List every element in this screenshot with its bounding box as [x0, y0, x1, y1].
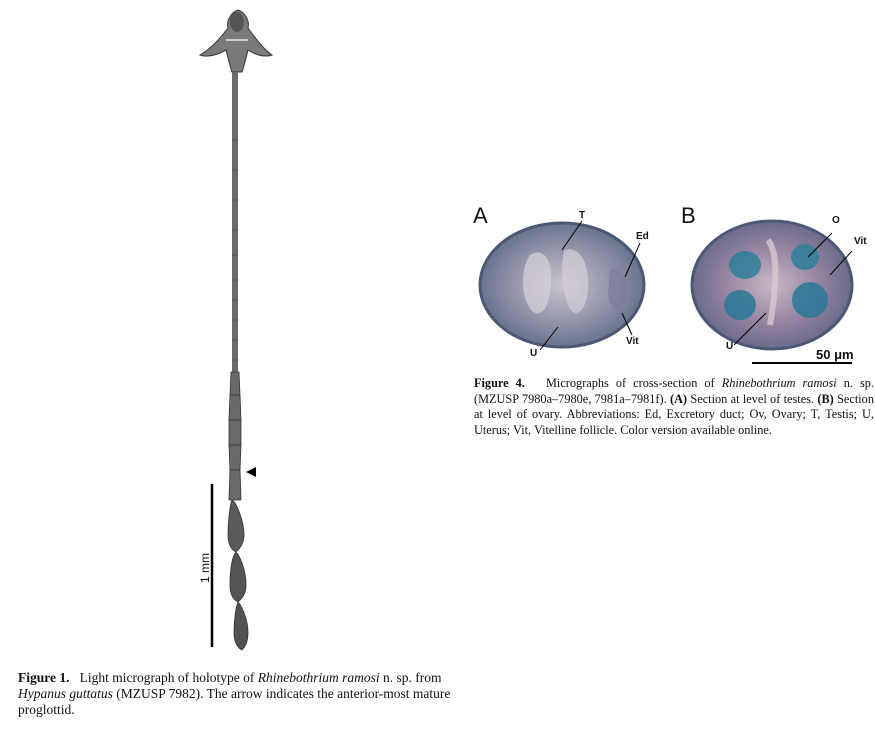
caption-text: Micrographs of cross-section of: [546, 376, 715, 390]
figure-1-caption: [18, 670, 468, 718]
section-a: [480, 223, 644, 347]
caption-tag-b: (B): [817, 391, 834, 406]
caption-text: Section at level of testes.: [690, 391, 815, 406]
arrow-marker: [246, 467, 256, 477]
label-ovary: O: [832, 215, 840, 226]
caption-text: (MZUSP 7982). The arrow indicates the anterior-most mature proglottid.: [18, 686, 451, 717]
label-vitelline-a: Vit: [626, 336, 639, 347]
caption-text: Section at level of ovary. Abbreviations: Ed, Excretory duct; Ov, Ovary; T, Testis; U, Uterus; Vit, Vitelline follicle. Color version available online.: [474, 391, 874, 437]
panel-label-b: B: [681, 203, 696, 228]
proglottids: [228, 372, 248, 650]
section-b: [692, 221, 852, 349]
caption-species: Rhinebothrium ramosi: [257, 670, 380, 685]
label-excretory-duct: Ed: [636, 231, 649, 242]
scale-label-50um: 50 μm: [816, 347, 854, 362]
neck: [232, 72, 238, 372]
figure-4-caption: [474, 376, 874, 438]
scolex: [200, 10, 272, 72]
caption-text: Light micrograph of holotype of: [79, 670, 255, 685]
caption-text: n. sp. from: [382, 670, 442, 685]
caption-species: Rhinebothrium ramosi: [721, 376, 837, 390]
caption-label: Figure 4.: [474, 376, 525, 390]
label-uterus-b: U: [726, 341, 734, 352]
label-vitelline-b: Vit: [854, 236, 867, 247]
caption-label: Figure 1.: [18, 670, 70, 685]
caption-host: Hypanus guttatus: [18, 686, 113, 701]
scale-label-1mm: 1 mm: [198, 553, 212, 583]
caption-text: n. sp. (MZUSP 7980a–7980e, 7981a–7981f).: [474, 376, 875, 406]
label-uterus-a: U: [530, 348, 538, 359]
label-testis: T: [579, 210, 586, 221]
panel-label-a: A: [473, 203, 488, 228]
caption-tag-a: (A): [670, 391, 688, 406]
